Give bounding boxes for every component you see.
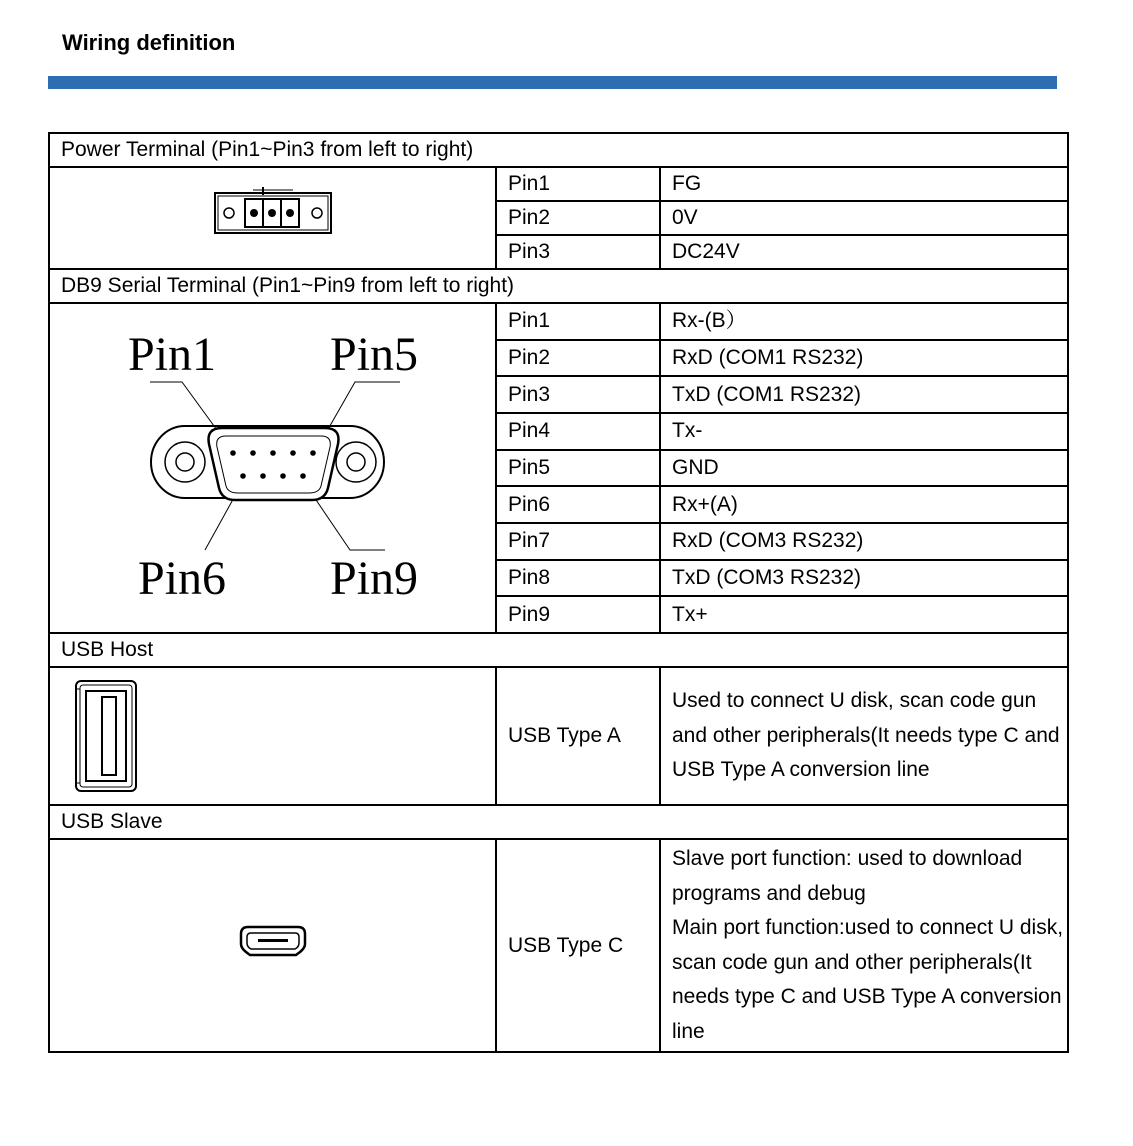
pin-label: Pin1 [496, 303, 660, 340]
page-title: Wiring definition [62, 30, 236, 55]
db9-label-pin5: Pin5 [330, 328, 419, 381]
usb-type-a-icon [74, 679, 138, 793]
pin-signal: GND [660, 450, 1068, 487]
pin-label: Pin8 [496, 560, 660, 597]
usb-host-image-cell [49, 667, 496, 805]
section-heading-power: Power Terminal (Pin1~Pin3 from left to right) [49, 133, 1068, 167]
pin-signal: 0V [660, 201, 1068, 235]
pin-signal: Tx+ [660, 596, 1068, 633]
wiring-table [48, 132, 1069, 1053]
usb-slave-description-2: Main port function:used to connect U disk, scan code gun and other peripherals(It needs type C and USB Type A conversion line [672, 916, 1064, 1043]
section-row-usb-slave [49, 805, 1068, 839]
pin-label: Pin1 [496, 167, 660, 201]
db9-connector-icon [50, 304, 497, 622]
pin-label: Pin9 [496, 596, 660, 633]
usb-host-description: Used to connect U disk, scan code gun and other peripherals(It needs type C and USB Type A conversion line [660, 667, 1068, 805]
pin-label: Pin6 [496, 486, 660, 523]
pin-label: Pin3 [496, 235, 660, 269]
section-row-db9 [49, 269, 1068, 303]
pin-signal: RxD (COM3 RS232) [660, 523, 1068, 560]
pin-signal: Tx- [660, 413, 1068, 450]
db9-image-cell [49, 303, 496, 633]
pin-label: Pin7 [496, 523, 660, 560]
power-terminal-icon [213, 187, 333, 239]
usb-slave-description-cell [660, 839, 1068, 1052]
pin-label: Pin3 [496, 376, 660, 413]
power-terminal-image-cell [49, 167, 496, 269]
usb-host-type: USB Type A [496, 667, 660, 805]
section-row-power [49, 133, 1068, 167]
db9-label-pin9: Pin9 [330, 552, 419, 605]
section-row-usb-host [49, 633, 1068, 667]
title-underline-bar [48, 76, 1057, 89]
pin-label: Pin2 [496, 201, 660, 235]
pin-label: Pin4 [496, 413, 660, 450]
pin-label: Pin2 [496, 340, 660, 377]
db9-label-pin6: Pin6 [138, 552, 227, 605]
section-heading-usb-slave: USB Slave [49, 805, 1068, 839]
pin-signal: FG [660, 167, 1068, 201]
usb-slave-image-cell [49, 839, 496, 1052]
section-heading-usb-host: USB Host [49, 633, 1068, 667]
db9-label-pin1: Pin1 [128, 328, 217, 381]
pin-signal: Rx+(A) [660, 486, 1068, 523]
pin-signal: DC24V [660, 235, 1068, 269]
pin-signal: TxD (COM3 RS232) [660, 560, 1068, 597]
usb-slave-description-1: Slave port function: used to download programs and debug [672, 847, 1023, 905]
pin-label: Pin5 [496, 450, 660, 487]
section-heading-db9: DB9 Serial Terminal (Pin1~Pin9 from left to right) [49, 269, 1068, 303]
table-row [49, 303, 1068, 340]
pin-signal: TxD (COM1 RS232) [660, 376, 1068, 413]
table-row [49, 167, 1068, 201]
pin-signal: Rx-(B） [660, 303, 1068, 340]
table-row [49, 667, 1068, 805]
usb-slave-type: USB Type C [496, 839, 660, 1052]
table-row [49, 839, 1068, 1052]
pin-signal: RxD (COM1 RS232) [660, 340, 1068, 377]
usb-type-c-icon [238, 924, 308, 958]
